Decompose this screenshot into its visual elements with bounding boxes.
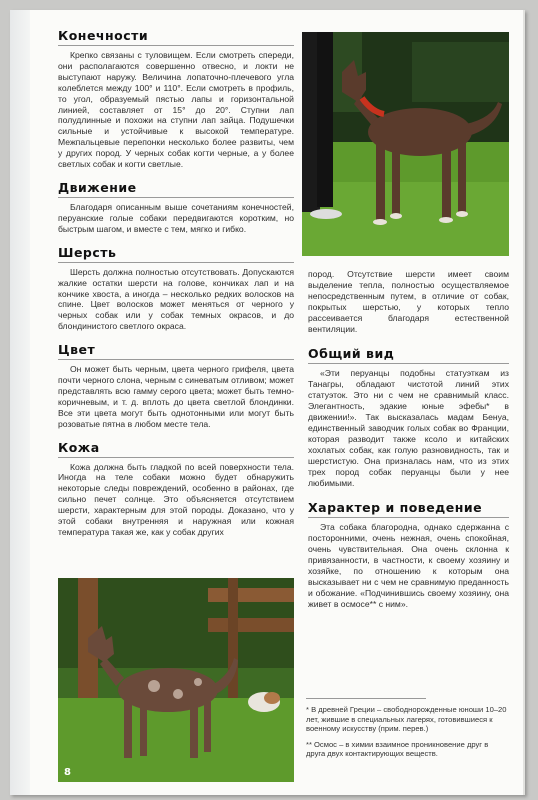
text-continuation: пород. Отсутствие шерсти имеет своим выделение тепла, полностью осуществляемое непосредственным путем, в отличие от собак, покрытых шерстью, у которых тепло рассеивается благодаря естественной вентиляции. [308,269,509,334]
book-page [10,10,525,795]
text-character: Эта собака благородна, однако сдержанна с посторонними, очень нежная, очень спокойная, очень чувствительная. Она очень склонна к привязанности, в частности, к своему хозяину и хозяйке, по отношению к которым она высказывает ни с чем не сравнимую преданность и обожание. «Подчинившись своему хозяину, она живет в осмосе** с ним». [308,522,509,609]
heading-color: Цвет [58,342,96,358]
heading-general-view: Общий вид [308,346,395,362]
page-number: 8 [64,767,71,778]
right-column [308,269,509,610]
heading-rule [58,262,294,263]
footnotes [306,698,509,759]
heading-rule [58,359,294,360]
text-color: Он может быть черным, цвета черного грифеля, цвета почти черного слона, черным с синеватым отливом; может представлять всю гамму серого цвета; может быть темно-коричневым, и т. д. вплоть до цвета светлой блондинки. Все эти цвета могут быть однотонными или могут быть розоватые пятна в любом месте тела. [58,364,294,429]
photo-dog-in-garden [58,578,294,782]
left-column [58,28,294,538]
heading-rule [308,517,509,518]
heading-character: Характер и поведение [308,500,483,516]
heading-rule [58,457,294,458]
page-margin-stripe [10,10,30,795]
footnote-1: * В древней Греции – свободнорожденные юноши 10–20 лет, жившие в специальных лагерях, готовившиеся к военному искусству (прим. перев.) [306,705,507,733]
text-limbs: Крепко связаны с туловищем. Если смотреть спереди, они располагаются совершенно отвесно, и локти не выступают наружу. Величина лопаточно-плечевого угла колеблется между 100° и 110°. Если смотреть в профиль, то угол, образуемый пястью лапы и горизонтальной линией, составляет от 15° до 20°. Ступни лап полудлинные и похожи на ступни лап зайца. Подушечки сильные и устойчивые к высокой температуре. Межпальцевые перепонки несколько более развиты, чем у других пород. У черных собак когти черные, а у более светлых собак и когти светлые. [58,50,294,170]
heading-rule [58,197,294,198]
heading-limbs: Конечности [58,28,149,43]
heading-rule [58,45,294,46]
text-movement: Благодаря описанным выше сочетаниям конечностей, перуанские голые собаки передвигаются коротким, но быстрым шагом, и вместе с тем, мягко и гибко. [58,201,294,234]
heading-movement: Движение [58,179,137,195]
text-skin: Кожа должна быть гладкой по всей поверхности тела. Иногда на теле собаки можно будет обнаружить некоторые следы повреждений, особенно в районах, где сильно печет солнце. Это объясняется отсутствием шерсти, характерным для этой породы. Доказано, что у этой собаки внутренняя и наружная или кожная температура такая же, как у собак других [58,461,294,537]
photo-dog-on-lawn [302,32,509,256]
heading-skin: Кожа [58,439,100,455]
footnote-rule [306,698,426,699]
text-general-view: «Эти перуанцы подобны статуэткам из Танагры, обладают чистотой линий этих статуэток. Это ни с чем не сравнимый класс. Элегантность, эдакие юные эфебы* в движении!». Так высказалась мадам Бенуа, единственный заводчик голых собак во Франции, которая разводит также ксоло и китайских хохлатых собак, как голую разновидность, так и шерстистую. Она призналась нам, что из этих трех пород собак перуанцы были у нее любимыми. [308,368,509,488]
text-coat: Шерсть должна полностью отсутствовать. Допускаются жалкие остатки шерсти на голове, кончиках лап и на кончике хвоста, а иногда – несколько редких волосков на спине. Цвет волосков может меняться от черного у черных собак или у собак темных окрасов, и до блондинистого светлого окраса. [58,266,294,332]
heading-coat: Шерсть [58,244,117,260]
heading-rule [308,363,509,364]
footnote-2: ** Осмос – в химии взаимное проникновение друг в друга двух контактирующих веществ. [306,739,489,758]
